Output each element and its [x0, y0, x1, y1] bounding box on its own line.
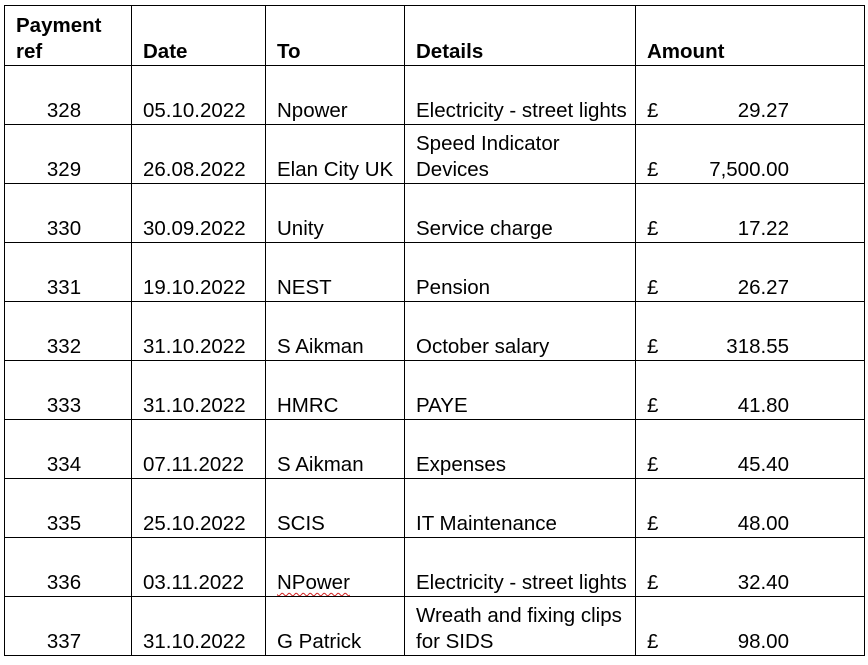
amount-cell — [636, 361, 865, 420]
details-cell: Pension — [405, 243, 636, 302]
details-cell: Electricity - street lights — [405, 66, 636, 125]
amount-value: 318.55 — [726, 335, 789, 358]
payee-cell: Unity — [266, 184, 405, 243]
details-cell: PAYE — [405, 361, 636, 420]
header-amount: Amount — [636, 6, 865, 66]
spellcheck-flagged-text: NPower — [277, 571, 350, 594]
amount-value: 32.40 — [737, 571, 789, 594]
payment-ref-cell: 331 — [5, 243, 132, 302]
amount-cell — [636, 538, 865, 597]
table-row-330 — [5, 184, 865, 243]
amount-cell — [636, 597, 865, 656]
payment-ref-cell: 332 — [5, 302, 132, 361]
payee-cell: Npower — [266, 66, 405, 125]
payee-cell — [266, 538, 405, 597]
amount-cell — [636, 184, 865, 243]
amount-value: 7,500.00 — [709, 158, 789, 181]
payment-ref-cell: 334 — [5, 420, 132, 479]
payee-cell: Elan City UK — [266, 125, 405, 184]
payment-ref-cell: 328 — [5, 66, 132, 125]
currency-symbol: £ — [647, 630, 659, 653]
date-cell: 07.11.2022 — [132, 420, 266, 479]
payment-ref-cell: 330 — [5, 184, 132, 243]
amount-cell — [636, 243, 865, 302]
details-cell: Wreath and fixing clips for SIDS — [405, 597, 636, 656]
table-row-335 — [5, 479, 865, 538]
date-cell: 25.10.2022 — [132, 479, 266, 538]
amount-cell — [636, 420, 865, 479]
table-row-334 — [5, 420, 865, 479]
payment-ref-cell: 337 — [5, 597, 132, 656]
details-cell: Expenses — [405, 420, 636, 479]
table-row-328 — [5, 66, 865, 125]
table-row-337 — [5, 597, 865, 656]
amount-cell — [636, 302, 865, 361]
payment-ref-cell: 335 — [5, 479, 132, 538]
amount-value: 26.27 — [737, 276, 789, 299]
header-to: To — [266, 6, 405, 66]
date-cell: 31.10.2022 — [132, 597, 266, 656]
header-row — [5, 6, 865, 66]
payee-cell: S Aikman — [266, 420, 405, 479]
currency-symbol: £ — [647, 335, 659, 358]
amount-cell — [636, 125, 865, 184]
date-cell: 19.10.2022 — [132, 243, 266, 302]
amount-value: 98.00 — [737, 630, 789, 653]
table-row-332 — [5, 302, 865, 361]
amount-value: 48.00 — [737, 512, 789, 535]
table-row-336 — [5, 538, 865, 597]
header-payment-ref: Payment ref — [5, 6, 132, 66]
amount-value: 29.27 — [737, 99, 789, 122]
header-date: Date — [132, 6, 266, 66]
currency-symbol: £ — [647, 512, 659, 535]
details-cell: Electricity - street lights — [405, 538, 636, 597]
amount-value: 45.40 — [737, 453, 789, 476]
payment-ref-cell: 333 — [5, 361, 132, 420]
details-cell: October salary — [405, 302, 636, 361]
currency-symbol: £ — [647, 276, 659, 299]
date-cell: 30.09.2022 — [132, 184, 266, 243]
amount-cell — [636, 66, 865, 125]
details-cell: IT Maintenance — [405, 479, 636, 538]
table-body — [5, 66, 865, 656]
payee-cell: G Patrick — [266, 597, 405, 656]
table-row-329 — [5, 125, 865, 184]
table-row-331 — [5, 243, 865, 302]
amount-value: 41.80 — [737, 394, 789, 417]
amount-cell — [636, 479, 865, 538]
payee-cell: NEST — [266, 243, 405, 302]
currency-symbol: £ — [647, 453, 659, 476]
amount-value: 17.22 — [737, 217, 789, 240]
date-cell: 03.11.2022 — [132, 538, 266, 597]
currency-symbol: £ — [647, 394, 659, 417]
currency-symbol: £ — [647, 217, 659, 240]
payment-ref-cell: 329 — [5, 125, 132, 184]
payments-table — [4, 5, 865, 656]
table-row-333 — [5, 361, 865, 420]
currency-symbol: £ — [647, 158, 659, 181]
details-cell: Service charge — [405, 184, 636, 243]
date-cell: 05.10.2022 — [132, 66, 266, 125]
payee-cell: SCIS — [266, 479, 405, 538]
payee-cell: S Aikman — [266, 302, 405, 361]
date-cell: 31.10.2022 — [132, 361, 266, 420]
payment-ref-cell: 336 — [5, 538, 132, 597]
currency-symbol: £ — [647, 99, 659, 122]
date-cell: 26.08.2022 — [132, 125, 266, 184]
payee-cell: HMRC — [266, 361, 405, 420]
date-cell: 31.10.2022 — [132, 302, 266, 361]
currency-symbol: £ — [647, 571, 659, 594]
details-cell: Speed Indicator Devices — [405, 125, 636, 184]
header-details: Details — [405, 6, 636, 66]
